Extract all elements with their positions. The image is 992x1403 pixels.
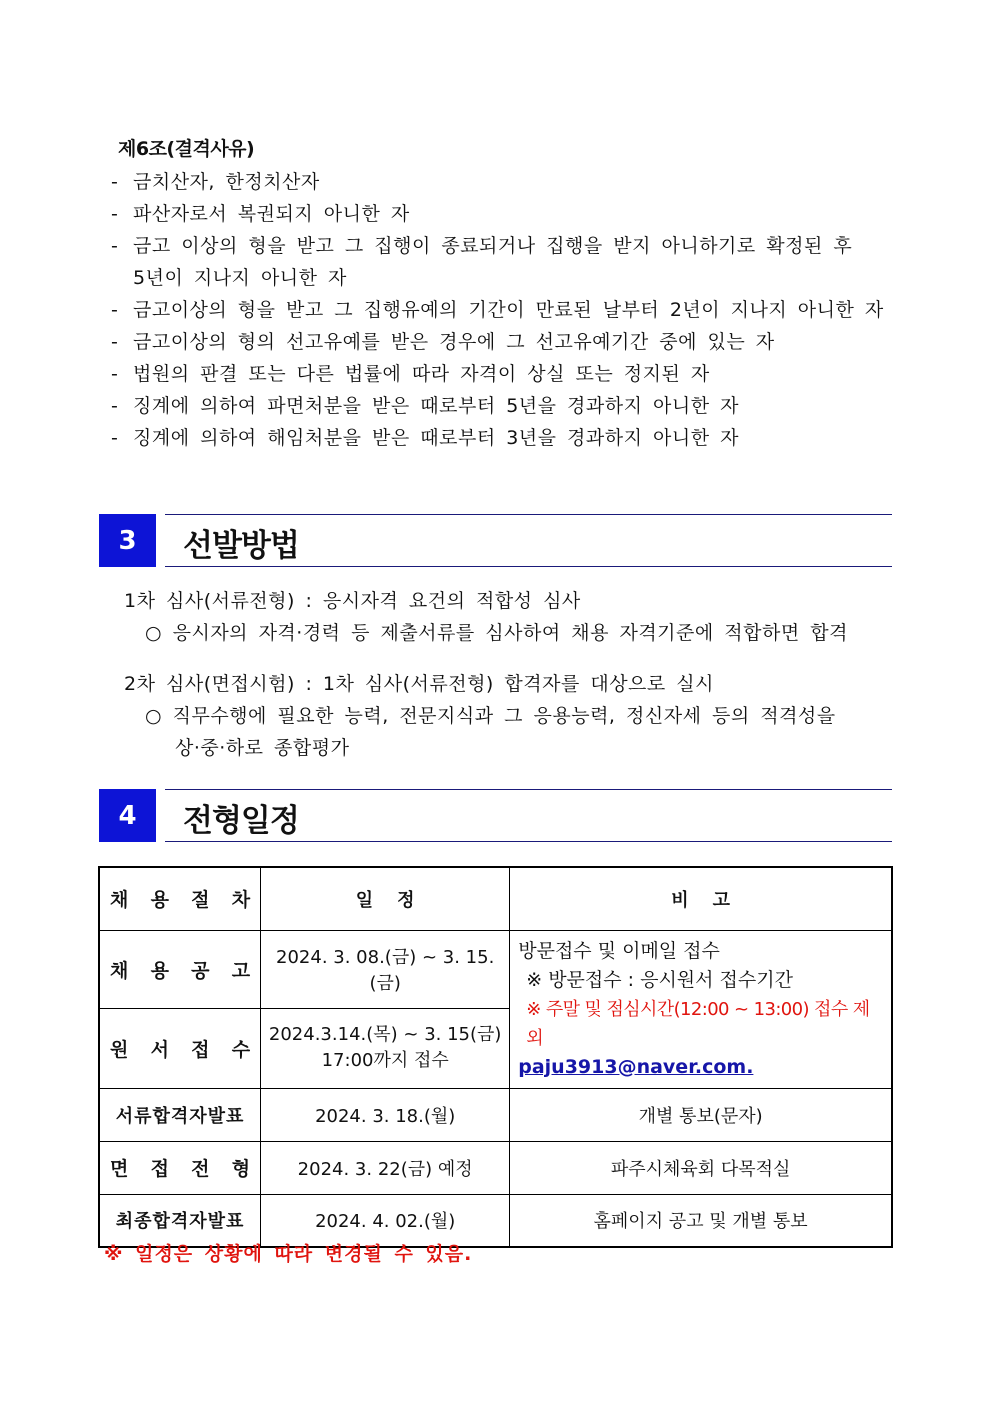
date-cell — [261, 1141, 510, 1194]
note-cell — [510, 1194, 892, 1247]
label-char: 접 — [191, 1038, 210, 1061]
step-cell — [99, 930, 261, 1008]
step-cell — [99, 1008, 261, 1088]
list-item: - 징계에 의하여 해임처분을 받은 때로부터 3년을 경과하지 아니한 자 — [111, 427, 739, 449]
table-row — [99, 1088, 892, 1141]
selection-step-1-detail: ○ 응시자의 자격·경력 등 제출서류를 심사하여 채용 자격기준에 적합하면 합격 — [145, 622, 848, 644]
selection-step-1: 1차 심사(서류전형) : 응시자격 요건의 적합성 심사 — [124, 590, 581, 612]
list-item: - 파산자로서 복권되지 아니한 자 — [111, 203, 410, 225]
article-title: 제6조(결격사유) — [118, 138, 255, 160]
list-item: - 법원의 판결 또는 다른 법률에 따라 자격이 상실 또는 정지된 자 — [111, 363, 710, 385]
section-number-badge: 3 — [99, 514, 156, 567]
step-cell — [99, 1088, 261, 1141]
section-rule-bottom — [165, 841, 892, 842]
section-title: 선발방법 — [183, 528, 299, 564]
label-char: 절 — [191, 889, 210, 912]
note-text: 홈페이지 공고 및 개별 통보 — [593, 1211, 808, 1233]
date-text: 2024. 4. 02.(월) — [315, 1211, 456, 1233]
label-char: 형 — [231, 1158, 251, 1180]
date-text: 2024. 3. 18.(월) — [315, 1105, 456, 1127]
selection-step-2-detail: ○ 직무수행에 필요한 능력, 전문지식과 그 응용능력, 정신자세 등의 적격성을 — [145, 705, 836, 727]
date-text: 2024.3.14.(목) ~ 3. 15(금) — [268, 1024, 502, 1046]
date-text: 2024. 3. 08.(금) ~ 3. 15.(금) — [276, 947, 495, 995]
date-cell — [261, 1008, 510, 1088]
list-item: - 금치산자, 한정치산자 — [111, 171, 320, 193]
step-label — [100, 1154, 260, 1181]
table-row — [99, 1141, 892, 1194]
selection-step-2-detail-cont: 상·중·하로 종합평가 — [175, 737, 350, 759]
header-step — [100, 885, 260, 912]
step-label: 최종합격자발표 — [115, 1211, 245, 1233]
section-rule-bottom — [165, 566, 892, 567]
step-label: 서류합격자발표 — [115, 1105, 245, 1127]
list-item: - 징계에 의하여 파면처분을 받은 때로부터 5년을 경과하지 아니한 자 — [111, 395, 739, 417]
label-char: 수 — [231, 1038, 251, 1061]
section-rule-top — [165, 789, 892, 790]
note-line-red: ※ 주말 및 점심시간(12:00 ~ 13:00) 접수 제외 — [526, 998, 870, 1049]
table-row — [99, 930, 892, 1008]
section-title: 전형일정 — [183, 803, 299, 839]
label-char: 고 — [231, 959, 251, 982]
date-text: 17:00까지 접수 — [321, 1050, 449, 1072]
step-label — [100, 1035, 260, 1062]
label-char: 차 — [231, 889, 251, 912]
section-rule-top — [165, 514, 892, 515]
label-char: 면 — [110, 1158, 129, 1180]
label-char: 원 — [110, 1038, 129, 1061]
header-cell — [99, 867, 261, 930]
merged-note-cell — [510, 930, 892, 1088]
header-cell — [510, 867, 892, 930]
table-header-row — [99, 867, 892, 930]
header-cell — [261, 867, 510, 930]
date-cell — [261, 1088, 510, 1141]
note-line: ※ 방문접수 : 응시원서 접수기간 — [526, 968, 793, 991]
step-cell — [99, 1141, 261, 1194]
note-line: 방문접수 및 이메일 접수 — [518, 939, 720, 962]
email-link[interactable]: paju3913@naver.com. — [518, 1055, 754, 1078]
label-char: 서 — [150, 1038, 169, 1061]
schedule-footnote: ※ 일정은 상황에 따라 변경될 수 있음. — [104, 1243, 473, 1265]
step-label — [100, 956, 260, 983]
date-text: 2024. 3. 22(금) 예정 — [297, 1158, 473, 1180]
note-text: 개별 통보(문자) — [638, 1105, 763, 1127]
note-text: 파주시체육회 다목적실 — [610, 1158, 791, 1180]
list-item: - 금고이상의 형을 받고 그 집행유예의 기간이 만료된 날부터 2년이 지나지 아니한 자 — [111, 299, 884, 321]
note-cell — [510, 1088, 892, 1141]
label-char: 채 — [110, 889, 129, 912]
date-cell — [261, 930, 510, 1008]
label-char: 용 — [150, 959, 169, 982]
label-char: 전 — [191, 1158, 210, 1180]
label-char: 공 — [191, 959, 210, 982]
note-cell — [510, 1141, 892, 1194]
selection-step-2: 2차 심사(면접시험) : 1차 심사(서류전형) 합격자를 대상으로 실시 — [124, 673, 715, 695]
label-char: 용 — [150, 889, 169, 912]
list-item: - 금고 이상의 형을 받고 그 집행이 종료되거나 집행을 받지 아니하기로 확정된 후 — [111, 235, 853, 257]
list-item-continuation: 5년이 지나지 아니한 자 — [133, 267, 347, 289]
section-number-badge: 4 — [99, 789, 156, 842]
header-date: 일정 — [355, 889, 439, 911]
list-item: - 금고이상의 형의 선고유예를 받은 경우에 그 선고유예기간 중에 있는 자 — [111, 331, 775, 353]
schedule-table — [98, 866, 893, 1248]
header-note: 비고 — [671, 889, 754, 911]
label-char: 채 — [110, 959, 129, 982]
label-char: 접 — [150, 1158, 169, 1180]
